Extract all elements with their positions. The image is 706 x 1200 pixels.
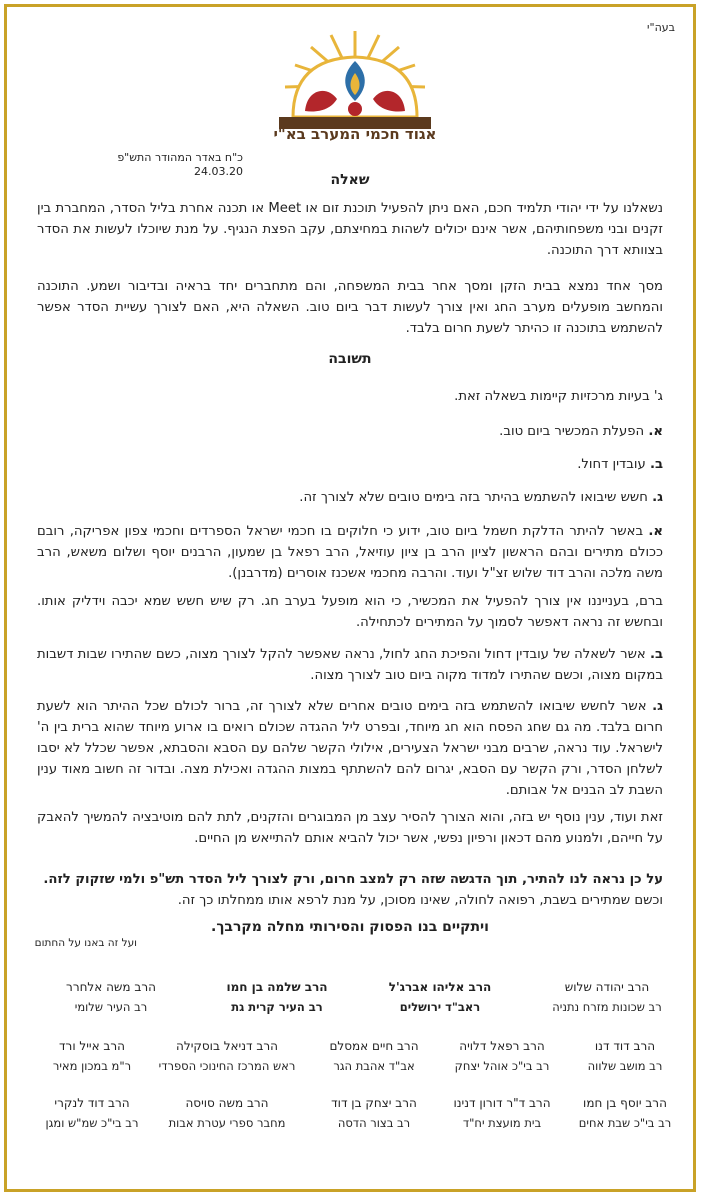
signatory-title: ראש המרכז החינוכי הספרדי xyxy=(158,1059,296,1073)
document xyxy=(7,7,693,1189)
section-text: באשר להיתר הדלקת חשמל ביום טוב, ידוע כי חלוקים בו חכמי ישראל הספרדים וחכמי צפון אפריקה, רובם ככולם מתירים ובהם הראשון לציון הרב בן ציון עוזיאל, הרב רפאל בן שמעון, הרבנים יוסף ושלום משאש, הרב משה מלכה והרב דוד שלוש זצ"ל ועוד. והרבה מחכמי אשכנז אוסרים (מדרבנן). xyxy=(37,524,663,581)
signatory xyxy=(41,977,181,1017)
signatory xyxy=(432,1093,572,1133)
verse-line: ויתקיים בנו הפסוק והסירותי מחלה מקרבך. xyxy=(211,919,489,935)
signatory-title: ראב"ד ירושלים xyxy=(399,1000,481,1014)
section-letter: ג. xyxy=(652,699,663,714)
answer-section-a xyxy=(37,521,663,584)
question-paragraph-2: מסך אחד נמצא בבית הזקן ומסך אחר בבית המשפחה, והם מתחברים יחד בראיה ובדיבור ושמע. התוכנה והמחשב מופעלים מערב החג ואין צורך לעשות דבר ביום טוב. השאלה היא, האם לצורך עשיית הסדר אפשר להשתמש בתוכנה זו כהיתר לשעת חרום בלבד. xyxy=(37,279,663,336)
signatory-name: הרב אליהו אברג'ל xyxy=(388,980,492,994)
issue-item xyxy=(37,487,663,508)
signatory xyxy=(147,1093,307,1133)
section-letter: א. xyxy=(648,524,663,539)
signatory-title: רב מושב שלווה xyxy=(587,1059,663,1073)
answer-title: תשובה xyxy=(328,351,372,367)
signatory-name: הרב אייל ורד xyxy=(59,1039,125,1053)
answer-section-a-continued: ברם, בענייננו אין צורך להפעיל את המכשיר, כי הוא מופעל בערב חג. רק שיש חשש שמא יכבה וידליק אותו. ובחשש זה נראה דאפשר לסמוך על המתירים לכתחילה. xyxy=(37,594,663,630)
issue-item xyxy=(37,421,663,442)
signatory-name: הרב שלמה בן חמו xyxy=(226,980,328,994)
issue-letter: ב. xyxy=(649,457,663,472)
signatory-name: הרב יהודה שלוש xyxy=(564,980,650,994)
question-title: שאלה xyxy=(330,172,370,188)
signatory-title: רב העיר שלומי xyxy=(74,1000,148,1014)
page-frame xyxy=(4,4,696,1192)
signatory-title: רב בי"כ שבת אחים xyxy=(578,1116,672,1130)
signatory xyxy=(432,1036,572,1076)
signatory-title: רב בי"כ שמ"ש ומגן xyxy=(45,1116,139,1130)
signatory xyxy=(370,977,510,1017)
signatory-name: הרב דניאל בוסקילה xyxy=(176,1039,278,1053)
date-gregorian: 24.03.20 xyxy=(194,165,243,178)
signatory-name: הרב יוסף בן חמו xyxy=(583,1096,667,1110)
signatory-name: הרב יצחק בן דוד xyxy=(331,1096,417,1110)
organization-logo xyxy=(275,29,435,135)
signatory-name: הרב רפאל דלויה xyxy=(459,1039,545,1053)
signatory xyxy=(147,1036,307,1076)
signatory-title: בית מועצת יח"ד xyxy=(462,1116,542,1130)
signatory-name: הרב משה אלחרר xyxy=(66,980,156,994)
answer-extra: זאת ועוד, ענין נוסף יש בזה, והוא הצורך להסיר עצב מן המבוגרים והזקנים, לתת להם מוטיבציה להמשיך להאבק על חייהם, ולמנוע מהם דכאון ורפיון נפשי, אשר יכול להביא אותם להתייאש מן החיים. xyxy=(37,810,663,846)
signatory-name: הרב דוד לנקרי xyxy=(54,1096,130,1110)
answer-conclusion xyxy=(37,869,663,911)
signatory xyxy=(555,1036,695,1076)
signatory-name: הרב חיים אמסלם xyxy=(329,1039,419,1053)
issue-text: עובדין דחול. xyxy=(577,457,646,472)
date-hebrew: כ"ח באדר המהודר התש"פ xyxy=(117,151,243,164)
issue-text: חשש שיבואו להשתמש בהיתר בזה בימים טובים שלא לצורך זה. xyxy=(299,490,648,505)
signatory xyxy=(27,1093,157,1133)
signatory xyxy=(27,1036,157,1076)
issue-text: הפעלת המכשיר ביום טוב. xyxy=(499,424,645,439)
issue-letter: ג. xyxy=(652,490,663,505)
issue-item xyxy=(37,454,663,475)
answer-intro: ג' בעיות מרכזיות קיימות בשאלה זאת. xyxy=(454,389,663,404)
signatory-title: רב בצור הדסה xyxy=(337,1116,411,1130)
section-text: אשר לשאלה של עובדין דחול והפיכת החג לחול, נראה שאפשר להקל לצורך מצוה, כשם שהתירו שבות דשבות במקום מצוה, וכשם שהתירו למדוד מקוה ביום טוב לצורך מצוה. xyxy=(36,647,663,683)
answer-section-b xyxy=(37,644,663,686)
signature-intro: ועל זה באנו על החתום xyxy=(34,937,137,949)
section-letter: ב. xyxy=(649,647,663,662)
question-paragraph-1: נשאלנו על ידי יהודי תלמיד חכם, האם ניתן להפעיל תוכנת זום או Meet או תכנה אחרת בליל הסדר, המחברת בין זקנים ובני משפחותיהם, אשר אינם יכולים לשהות במחיצתם, עקב הפצת הנגיף. על מנת שיוכלו לעשות את הסדר בצוותא דרך התוכנה. xyxy=(37,201,663,258)
signatory xyxy=(304,1093,444,1133)
signatory xyxy=(207,977,347,1017)
signatory-title: רב שכונות מזרח נתניה xyxy=(552,1000,662,1014)
signatory-name: הרב משה סויסה xyxy=(185,1096,269,1110)
signatory-title: רב בי"כ אוהל יצחק xyxy=(454,1059,550,1073)
signatory xyxy=(537,977,677,1017)
organization-name: אגוד חכמי המערב בא"י xyxy=(273,125,437,143)
signatory xyxy=(555,1093,695,1133)
signatory-name: הרב ד"ר דורון דנינו xyxy=(453,1096,551,1110)
signatory xyxy=(304,1036,444,1076)
signatory-title: ר"מ במכון מאיר xyxy=(52,1059,132,1073)
signatory-title: מחבר ספרי עטרת אבות xyxy=(168,1116,286,1130)
answer-section-c xyxy=(37,696,663,801)
signatory-title: אב"ד אהבת הגר xyxy=(333,1059,415,1073)
conclusion-rest: וכשם שמתירים בשבת, רפואה לחולה, שאינו מסוכן, על מנת לרפא אותו ממחלתו כך זה. xyxy=(177,893,663,908)
bsd-mark: בעה"י xyxy=(647,21,675,34)
conclusion-bold: על כן נראה לנו להתיר, תוך הדגשה שזה רק למצב חרום, ורק לצורך ליל הסדר תש"פ ולמי שזקוק לזה. xyxy=(43,872,663,887)
signatory-name: הרב דוד דנו xyxy=(594,1039,656,1053)
section-text: אשר לחשש שיבואו להשתמש בזה בימים טובים אחרים שלא לצורך זה, ברור לכולם שכל ההיתר הוא לשעת חרום בלבד. מה גם שחג הפסח הוא חג מיוחד, ובפרט ליל ההגדה שכולם רואים בו ארוע מיוחד שהוא ברית בין ה' לישראל. עוד נראה, שרבים מבני ישראל הצעירים, אילולי הקשר שלהם עם הסבא והסבתא, אפשר שכלל לא יסבו לשלחן הסדר, ורק הקשר עם הסבא, יגרום להם להשתתף במצות ההגדה ואכילת מצה. ובדור זה חשוב מאוד ענין השבת לב הבנים אל אבותם. xyxy=(37,699,663,798)
signatory-title: רב העיר קרית גת xyxy=(231,1000,323,1014)
issue-letter: א. xyxy=(648,424,663,439)
